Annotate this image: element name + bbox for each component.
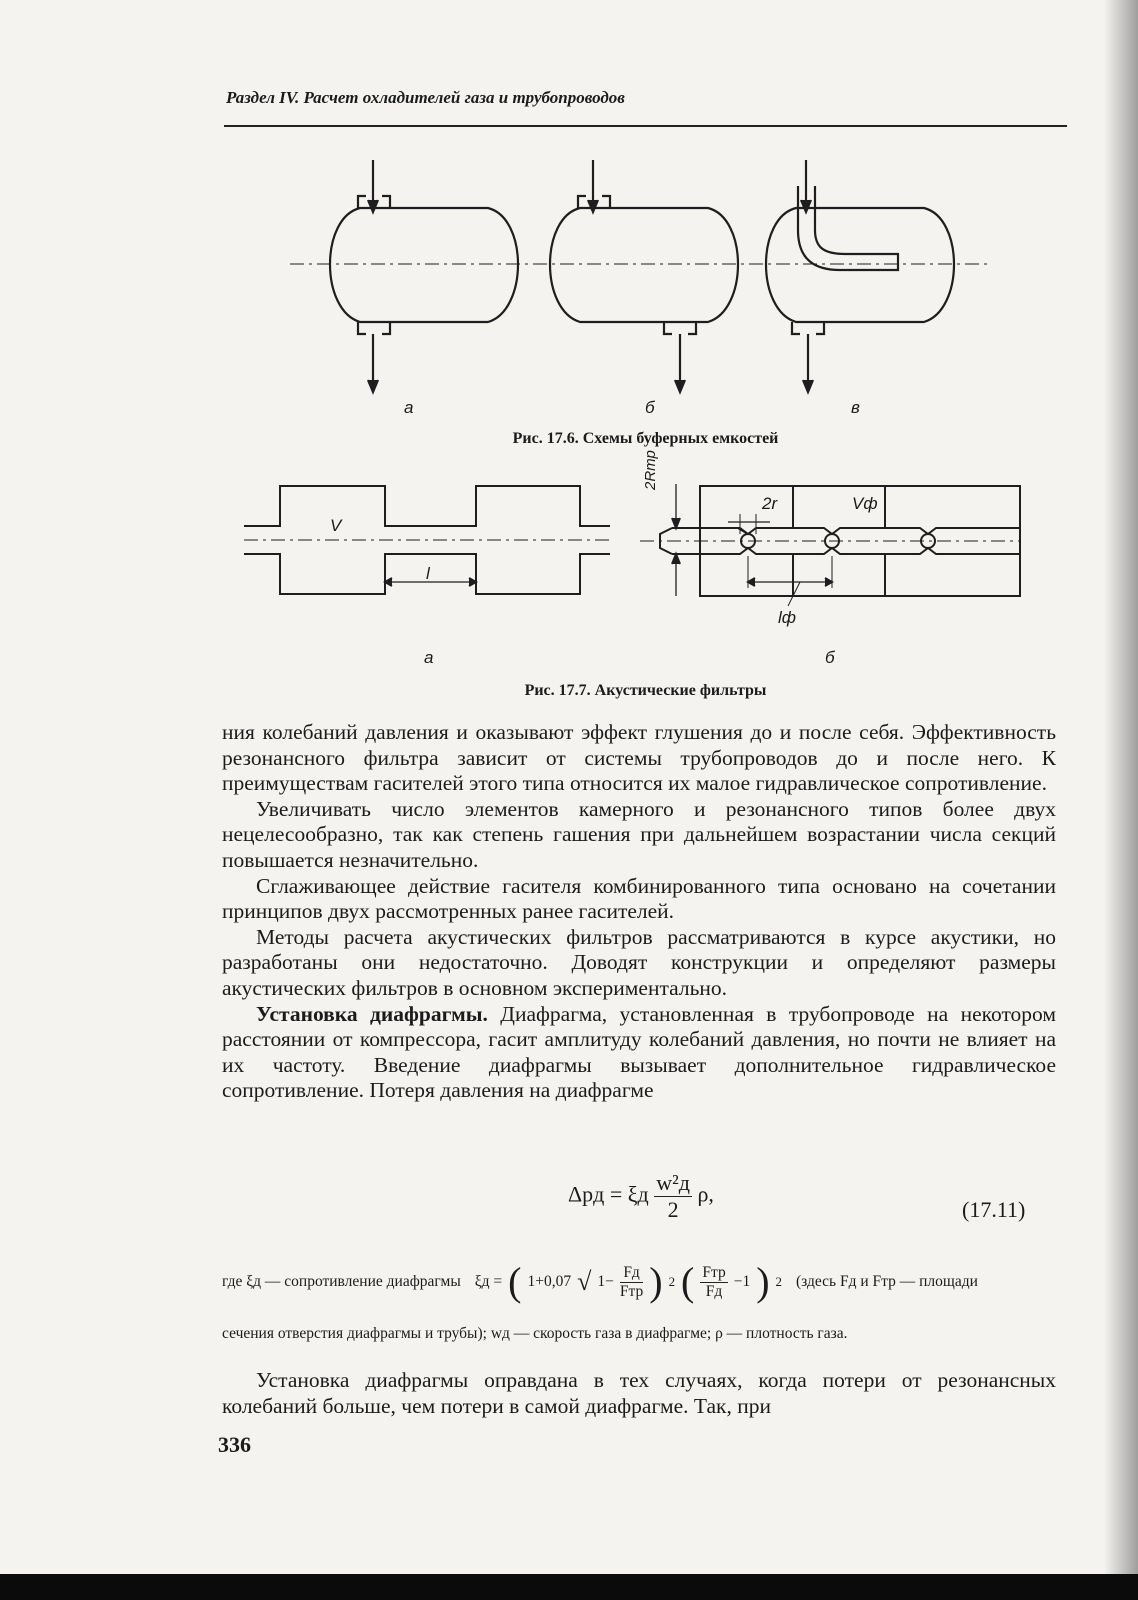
where-f2-den: Fд — [705, 1282, 723, 1300]
equation-number: (17.11) — [962, 1197, 1026, 1222]
scan-bottom-band — [0, 1574, 1138, 1600]
fig-17-7-label-lf: lф — [778, 608, 796, 627]
where-f1-num: Fд — [620, 1264, 643, 1283]
paragraph-2: Увеличивать число элементов камерного и резонансного типов более двух нецелесообразно, так как степень гашения при дальнейшем возрастании числа секций повышается незначительно. — [222, 796, 1056, 872]
page-number: 336 — [218, 1432, 251, 1457]
where-note: (здесь Fд и Fтр — площади — [795, 1273, 978, 1290]
where-clause-line-1: где ξд — сопротивление диафрагмы ξд = ( 1+0,07 √ 1− $\frac{Fд}{\text{Fтр}}$ ) 2 ( $\frac{\text{Fтр}}{Fд}$ −1 ) 2 (здесь Fд и Fтр — площади — [222, 1259, 978, 1304]
paragraph-1: ния колебаний давления и оказывают эффект глушения до и после себя. Эффективность резонансного фильтра зависит от системы трубопроводов до и после него. К преимуществам гасителей этого типа относится их малое гидравлическое сопротивление. — [222, 720, 1056, 796]
fig-17-6-label-c: в — [851, 398, 860, 417]
fig-17-7-label-a: a — [424, 648, 434, 667]
where-factor-open: 1+0,07 — [527, 1273, 572, 1290]
equation-17-11 — [568, 1170, 714, 1223]
fig-17-6-label-b: б — [645, 398, 655, 417]
paragraph-5-text: Диафрагма, установленная в трубопроводе на некотором расстоянии от компрессора, гасит амплитуду колебаний давления, но почти не влияет на их частоту. Введение диафрагмы вызывает дополнительное гидравлическое сопротивление. Потеря давления на диафрагме — [222, 1001, 1057, 1103]
where-fraction-2 — [700, 1264, 727, 1301]
paragraph-3: Сглаживающее действие гасителя комбинированного типа основано на сочетании принципов двух рассмотренных ранее гасителей. — [222, 873, 1056, 924]
where-minus-one: −1 — [733, 1273, 751, 1290]
equation-lhs: Δpд = ξд — [568, 1181, 649, 1207]
acoustic-filter-b — [640, 484, 1020, 606]
where-f2-num: Fтр — [702, 1263, 726, 1281]
fig-17-7-label-l: l — [426, 564, 430, 583]
equation-tail: ρ, — [697, 1181, 714, 1207]
header-rule — [224, 125, 1067, 127]
equation-numerator: w²д — [656, 1170, 690, 1195]
fig-17-6-label-a: a — [404, 398, 414, 417]
body-text-continued — [222, 1368, 1056, 1419]
running-header: Раздел IV. Расчет охладителей газа и трубопроводов — [226, 88, 625, 107]
buffer-vessel-b — [550, 160, 738, 392]
equation-fraction — [654, 1170, 692, 1223]
fig-17-6-caption: Рис. 17.6. Схемы буферных емкостей — [512, 430, 779, 447]
where-sqrt-one: 1− — [597, 1273, 614, 1290]
paragraph-5-heading: Установка диафрагмы. — [256, 1001, 488, 1026]
fig-17-7-label-2r: 2r — [762, 494, 778, 513]
where-xi: ξд = — [474, 1273, 503, 1290]
fig-17-7-label-b: б — [825, 648, 835, 667]
buffer-vessel-c — [766, 160, 954, 392]
where-f1-den: Fтр — [619, 1282, 644, 1300]
body-text — [222, 720, 1056, 1104]
equation-denominator: 2 — [667, 1197, 679, 1222]
page-edge-shadow — [1104, 0, 1138, 1600]
paragraph-6: Установка диафрагмы оправдана в тех случаях, когда потери от резонансных колебаний больше, чем потери в самой диафрагме. Так, при — [222, 1368, 1056, 1418]
fig-17-7-label-2Rtr: 2Rтр — [642, 450, 659, 490]
where-clause-line-2: сечения отверстия диафрагмы и трубы); wд — скорость газа в диафрагме; ρ — плотность газа. — [222, 1325, 848, 1342]
figure-17-6 — [270, 150, 1030, 420]
fig-17-7-label-V: V — [330, 516, 342, 535]
figure-17-7 — [240, 476, 1040, 636]
where-fraction-1 — [620, 1264, 643, 1301]
fig-17-7-caption: Рис. 17.7. Акустические фильтры — [524, 682, 767, 699]
buffer-vessel-a — [330, 160, 518, 392]
paragraph-4: Методы расчета акустических фильтров рассматриваются в курсе акустики, но разработаны они недостаточно. Доводят конструкции и определяют размеры акустических фильтров в основном экспериментально. — [222, 924, 1056, 1000]
fig-17-7-label-Vf: Vф — [852, 494, 878, 513]
paragraph-5 — [222, 1002, 1056, 1104]
where-start: где ξд — сопротивление диафрагмы — [222, 1273, 461, 1290]
